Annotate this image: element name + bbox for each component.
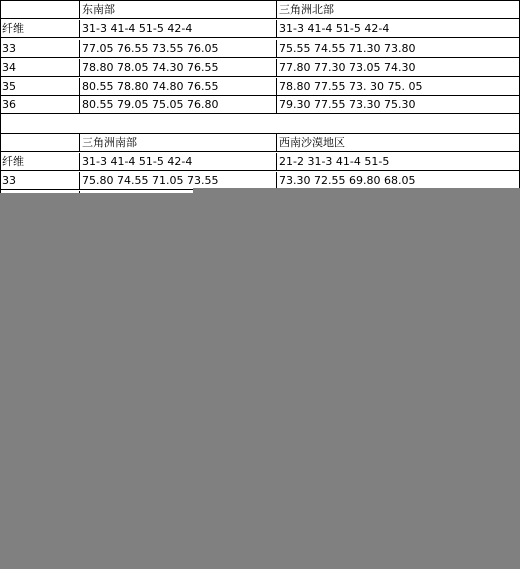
southwest-prices: 73.30 72.55 69.80 68.05: [277, 172, 520, 190]
southeast-prices: 78.80 78.05 74.30 76.55: [80, 59, 277, 77]
table2-grade-labels-delta-south: 31-3 41-4 51-5 42-4: [80, 153, 277, 171]
southeast-prices: 80.55 78.80 74.80 76.55: [80, 78, 277, 96]
table-left-border: [0, 0, 1, 193]
table1-header-row: [0, 1, 520, 19]
delta-north-prices: 78.80 77.55 73. 30 75. 05: [277, 78, 520, 96]
table2-grade-labels-southwest: 21-2 31-3 41-4 51-5: [277, 153, 520, 171]
table1-header-empty: [0, 1, 80, 19]
table2-region-delta-south: 三角洲南部: [80, 134, 277, 152]
table-row: [0, 40, 520, 58]
fiber-value: 35: [0, 78, 80, 96]
southeast-prices: 80.55 79.05 75.05 76.80: [80, 96, 277, 114]
table-row: [0, 78, 520, 96]
fiber-value: 36: [0, 96, 80, 114]
fiber-value: 34: [0, 59, 80, 77]
table1-grade-labels-delta-north: 31-3 41-4 51-5 42-4: [277, 20, 520, 38]
southeast-prices: 77.05 76.55 73.55 76.05: [80, 40, 277, 58]
table1-region-southeast: 东南部: [80, 1, 277, 19]
table2-subheader-row: [0, 153, 520, 171]
table-row: [0, 59, 520, 77]
table1-subheader-row: [0, 20, 520, 38]
spacer-cell: [0, 115, 520, 134]
delta-north-prices: 79.30 77.55 73.30 75.30: [277, 96, 520, 114]
fiber-value: 33: [0, 40, 80, 58]
spacer-row: [0, 115, 520, 134]
table2-header-row: [0, 134, 520, 152]
table1-grade-labels-southeast: 31-3 41-4 51-5 42-4: [80, 20, 277, 38]
gray-overlay: [0, 193, 520, 569]
fiber-value: 33: [0, 172, 80, 190]
delta-south-prices: 75.80 74.55 71.05 73.55: [80, 172, 277, 190]
delta-north-prices: 75.55 74.55 71.30 73.80: [277, 40, 520, 58]
table2-fiber-label: 纤维: [0, 153, 80, 171]
delta-north-prices: 77.80 77.30 73.05 74.30: [277, 59, 520, 77]
table1-fiber-label: 纤维: [0, 20, 80, 38]
table1-region-delta-north: 三角洲北部: [277, 1, 520, 19]
table2-header-empty: [0, 134, 80, 152]
table2-region-southwest-desert: 西南沙漠地区: [277, 134, 520, 152]
table-row: [0, 96, 520, 114]
